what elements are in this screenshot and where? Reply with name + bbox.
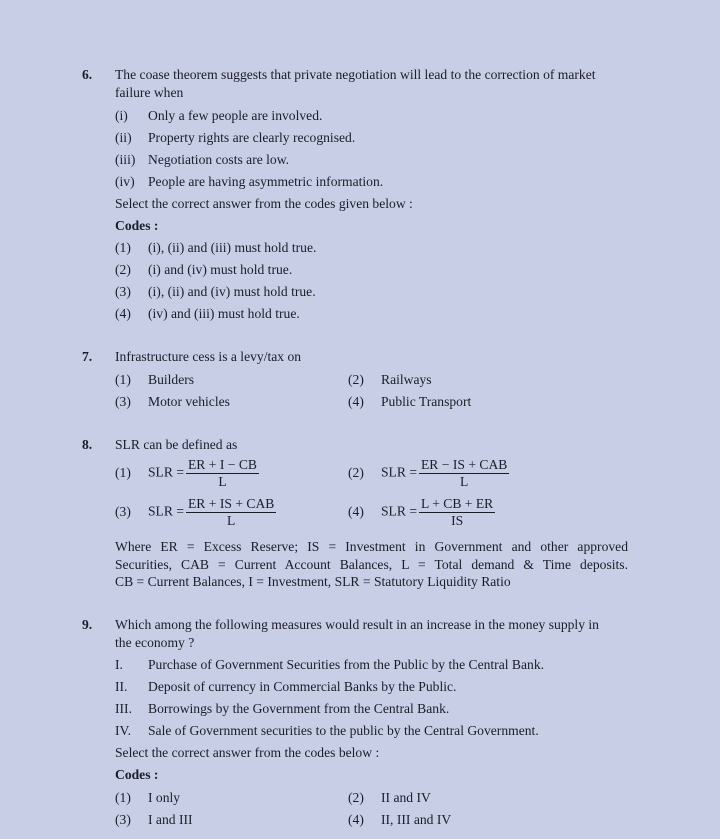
- statement: [115, 130, 355, 146]
- formula-lhs: SLR =: [148, 503, 184, 519]
- option-text: I and III: [148, 812, 193, 827]
- statement: [115, 723, 539, 739]
- formula-lhs: SLR =: [381, 464, 417, 480]
- answer-option[interactable]: [348, 394, 471, 410]
- question-text: The coase theorem suggests that private negotiation will lead to the correction of market: [115, 67, 596, 82]
- option-number: (2): [348, 372, 364, 387]
- option-number: (2): [348, 790, 364, 805]
- option-text: (i) and (iv) must hold true.: [148, 262, 293, 277]
- statement-text: Only a few people are involved.: [148, 108, 323, 123]
- answer-option[interactable]: [115, 394, 230, 410]
- option-number: (4): [348, 394, 364, 409]
- definition-line: Securities, CAB = Current Account Balances, L = Total demand & Time deposits.: [115, 556, 628, 572]
- statement-number: (iii): [115, 152, 136, 167]
- fraction-denominator: L: [460, 474, 469, 489]
- answer-option[interactable]: [348, 790, 431, 806]
- statement: [115, 108, 322, 124]
- option-number: (1): [115, 790, 131, 805]
- answer-option[interactable]: [115, 262, 292, 278]
- statement: [115, 152, 289, 168]
- fraction: [419, 458, 509, 489]
- question-number: 9.: [82, 617, 93, 632]
- option-number: (4): [348, 812, 364, 827]
- fraction-denominator: IS: [451, 513, 464, 528]
- definitions-paragraph: [115, 538, 628, 591]
- fraction-numerator: L + CB + ER: [421, 496, 494, 511]
- answer-option[interactable]: [115, 497, 276, 528]
- statement-number: III.: [115, 701, 132, 716]
- option-text: (iv) and (iii) must hold true.: [148, 306, 300, 321]
- question-number: 7.: [82, 349, 93, 364]
- option-number: (3): [115, 394, 131, 409]
- question-text: SLR can be defined as: [115, 437, 238, 452]
- answer-option[interactable]: [348, 458, 509, 489]
- statement-number: IV.: [115, 723, 131, 738]
- formula-lhs: SLR =: [381, 503, 417, 519]
- fraction: [419, 497, 495, 528]
- option-text: (i), (ii) and (iii) must hold true.: [148, 240, 317, 255]
- fraction-denominator: L: [218, 474, 227, 489]
- statement-text: Deposit of currency in Commercial Banks by the Public.: [148, 679, 457, 694]
- option-number: (4): [348, 503, 364, 519]
- fraction-numerator: ER + I − CB: [188, 457, 257, 472]
- statement-text: Negotiation costs are low.: [148, 152, 290, 167]
- option-text: I only: [148, 790, 181, 805]
- answer-option[interactable]: [115, 306, 300, 322]
- option-text: II, III and IV: [381, 812, 452, 827]
- fraction-numerator: ER + IS + CAB: [188, 496, 275, 511]
- option-text: Builders: [148, 372, 195, 387]
- fraction: [186, 497, 276, 528]
- option-number: (2): [115, 262, 131, 277]
- statement-text: Borrowings by the Government from the Central Bank.: [148, 701, 450, 716]
- definition-line: CB = Current Balances, I = Investment, SLR = Statutory Liquidity Ratio: [115, 574, 511, 589]
- instruction-text: Select the correct answer from the codes given below :: [115, 196, 413, 211]
- statement-number: (iv): [115, 174, 135, 189]
- answer-option[interactable]: [115, 812, 193, 828]
- question-text: Infrastructure cess is a levy/tax on: [115, 349, 302, 364]
- statement-number: (ii): [115, 130, 132, 145]
- fraction: [186, 458, 259, 489]
- statement: [115, 679, 456, 695]
- answer-option[interactable]: [115, 790, 180, 806]
- question-text: the economy ?: [115, 635, 195, 650]
- definition-line: Where ER = Excess Reserve; IS = Investment in Government and other approved: [115, 539, 628, 554]
- option-number: (3): [115, 812, 131, 827]
- codes-label: Codes :: [115, 218, 159, 233]
- option-number: (1): [115, 464, 131, 480]
- option-text: II and IV: [381, 790, 431, 805]
- option-number: (1): [115, 240, 131, 255]
- option-text: Railways: [381, 372, 432, 387]
- question-number: 8.: [82, 437, 93, 452]
- statement-number: II.: [115, 679, 128, 694]
- option-text: Public Transport: [381, 394, 472, 409]
- answer-option[interactable]: [348, 812, 451, 828]
- codes-label: Codes :: [115, 767, 159, 782]
- answer-option[interactable]: [115, 284, 316, 300]
- statement-number: (i): [115, 108, 128, 123]
- answer-option[interactable]: [115, 240, 316, 256]
- option-number: (4): [115, 306, 131, 321]
- option-number: (3): [115, 503, 131, 519]
- statement-text: Sale of Government securities to the public by the Central Government.: [148, 723, 539, 738]
- question-text: failure when: [115, 85, 184, 100]
- instruction-text: Select the correct answer from the codes below :: [115, 745, 380, 760]
- statement-text: People are having asymmetric information.: [148, 174, 384, 189]
- answer-option[interactable]: [115, 372, 194, 388]
- formula-lhs: SLR =: [148, 464, 184, 480]
- option-number: (2): [348, 464, 364, 480]
- answer-option[interactable]: [348, 372, 432, 388]
- statement-text: Purchase of Government Securities from the Public by the Central Bank.: [148, 657, 545, 672]
- statement-number: I.: [115, 657, 123, 672]
- answer-option[interactable]: [115, 458, 259, 489]
- option-text: (i), (ii) and (iv) must hold true.: [148, 284, 316, 299]
- question-number: 6.: [82, 67, 93, 82]
- statement: [115, 701, 449, 717]
- statement: [115, 174, 383, 190]
- fraction-denominator: L: [227, 513, 236, 528]
- fraction-numerator: ER − IS + CAB: [421, 457, 508, 472]
- answer-option[interactable]: [348, 497, 495, 528]
- option-number: (1): [115, 372, 131, 387]
- statement-text: Property rights are clearly recognised.: [148, 130, 356, 145]
- option-text: Motor vehicles: [148, 394, 230, 409]
- statement: [115, 657, 544, 673]
- option-number: (3): [115, 284, 131, 299]
- question-text: Which among the following measures would result in an increase in the money supply in: [115, 617, 599, 632]
